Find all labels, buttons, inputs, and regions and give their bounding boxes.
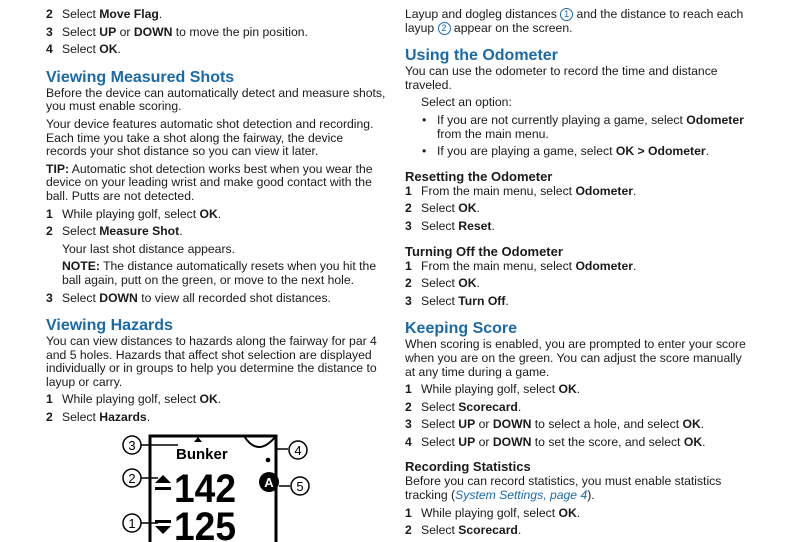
heading-keeping-score: Keeping Score [405, 320, 518, 338]
resetting-step-3: 3 Select Reset. [405, 218, 495, 233]
right-column [405, 0, 755, 538]
measured-tip: TIP: Automatic shot detection works best when you wear the device on your leading wrist and make good contact with the ball. Putts are not detected. [46, 161, 373, 203]
layup-intro: Layup and dogleg distances 1 and the distance to reach each layup 2 appear on the screen. [405, 7, 744, 35]
odometer-bullet-2: • If you are playing a game, select OK > Odometer. [422, 144, 709, 159]
measured-step-2-result: Your last shot distance appears. [62, 241, 235, 256]
a-marker-letter: A [264, 475, 274, 490]
score-step-3: 3 Select UP or DOWN to select a hole, and select OK. [405, 417, 705, 432]
callout-1-inline-icon: 1 [560, 8, 573, 21]
heading-recording-statistics: Recording Statistics [405, 459, 531, 475]
measured-para-2: Your device features automatic shot detection and recording. Each time you take a shot along the fairway, the device records your shot distance so you can view it later. [46, 116, 374, 159]
distance-142: 142 [174, 467, 236, 511]
heading-turning-off-odometer: Turning Off the Odometer [405, 243, 563, 259]
callout-2-label: 2 [128, 471, 136, 486]
layup-marker-bar [155, 487, 171, 490]
score-step-2: 2 Select Scorecard. [405, 399, 522, 414]
system-settings-link[interactable]: System Settings [455, 488, 544, 503]
odometer-select-option: Select an option: [421, 95, 512, 110]
measured-step-3: 3 Select DOWN to view all recorded shot distances. [46, 290, 331, 305]
hazards-device-figure [118, 432, 318, 542]
measured-para-1: Before the device can automatically detect and measure shots, you must enable scoring. [46, 85, 386, 114]
hazards-step-2: 2 Select Hazards. [46, 410, 151, 425]
step-move-flag: 2 Select Move Flag. [46, 7, 163, 21]
heading-resetting-odometer: Resetting the Odometer [405, 168, 553, 184]
recording-step-2: 2 Select Scorecard. [405, 523, 522, 538]
hazards-step-1: 1 While playing golf, select OK. [46, 392, 222, 407]
turnoff-step-3: 3 Select Turn Off. [405, 293, 509, 308]
callout-2-inline-icon: 2 [438, 22, 451, 35]
recording-para: Before you can record statistics, you must enable statistics tracking (System Settings, page 4). [405, 474, 722, 503]
left-column [46, 0, 386, 425]
turnoff-step-2: 2 Select OK. [405, 276, 480, 291]
heading-using-odometer: Using the Odometer [405, 47, 558, 65]
measured-step-2: 2 Select Measure Shot. [46, 224, 183, 239]
turnoff-step-1: 1 From the main menu, select Odometer. [405, 258, 637, 273]
resetting-step-1: 1 From the main menu, select Odometer. [405, 183, 637, 198]
odometer-bullet-1: • If you are not currently playing a game, select Odometer from the main menu. [422, 112, 744, 141]
heading-viewing-measured-shots: Viewing Measured Shots [46, 68, 235, 86]
callout-4-label: 4 [294, 443, 302, 458]
step-move-pin: 3 Select UP or DOWN to move the pin position. [46, 24, 308, 39]
measured-step-1: 1 While playing golf, select OK. [46, 206, 222, 221]
callout-5-label: 5 [296, 479, 304, 494]
distance-125: 125 [174, 505, 236, 542]
hazard-name-label: Bunker [176, 446, 228, 463]
callout-3-label: 3 [128, 438, 136, 453]
pin-dot [266, 458, 271, 463]
score-step-4: 4 Select UP or DOWN to set the score, and select OK. [405, 434, 706, 449]
bullet-icon: • [422, 144, 427, 159]
hazards-para: You can view distances to hazards along the fairway for par 4 and 5 holes. Hazards that affect shot selection are displayed individually or in groups to help you determine the distance to layup or carry. [46, 334, 377, 389]
step-select-ok: 4 Select OK. [46, 42, 121, 57]
callout-1-label: 1 [128, 516, 136, 531]
heading-viewing-hazards: Viewing Hazards [46, 317, 173, 335]
measured-note: NOTE: The distance automatically resets when you hit the ball again, putt on the green, or move to the next hole. [62, 259, 377, 287]
score-step-1: 1 While playing golf, select OK. [405, 382, 581, 397]
bullet-icon: • [422, 112, 427, 127]
odometer-para: You can use the odometer to record the time and distance traveled. [405, 64, 718, 92]
page-4-link[interactable]: , page 4 [543, 488, 588, 503]
recording-step-1: 1 While playing golf, select OK. [405, 505, 581, 520]
resetting-step-2: 2 Select OK. [405, 201, 480, 216]
keeping-score-para: When scoring is enabled, you are prompted to enter your score when you are on the green. You can adjust the score manually at any time during a game. [405, 337, 746, 379]
